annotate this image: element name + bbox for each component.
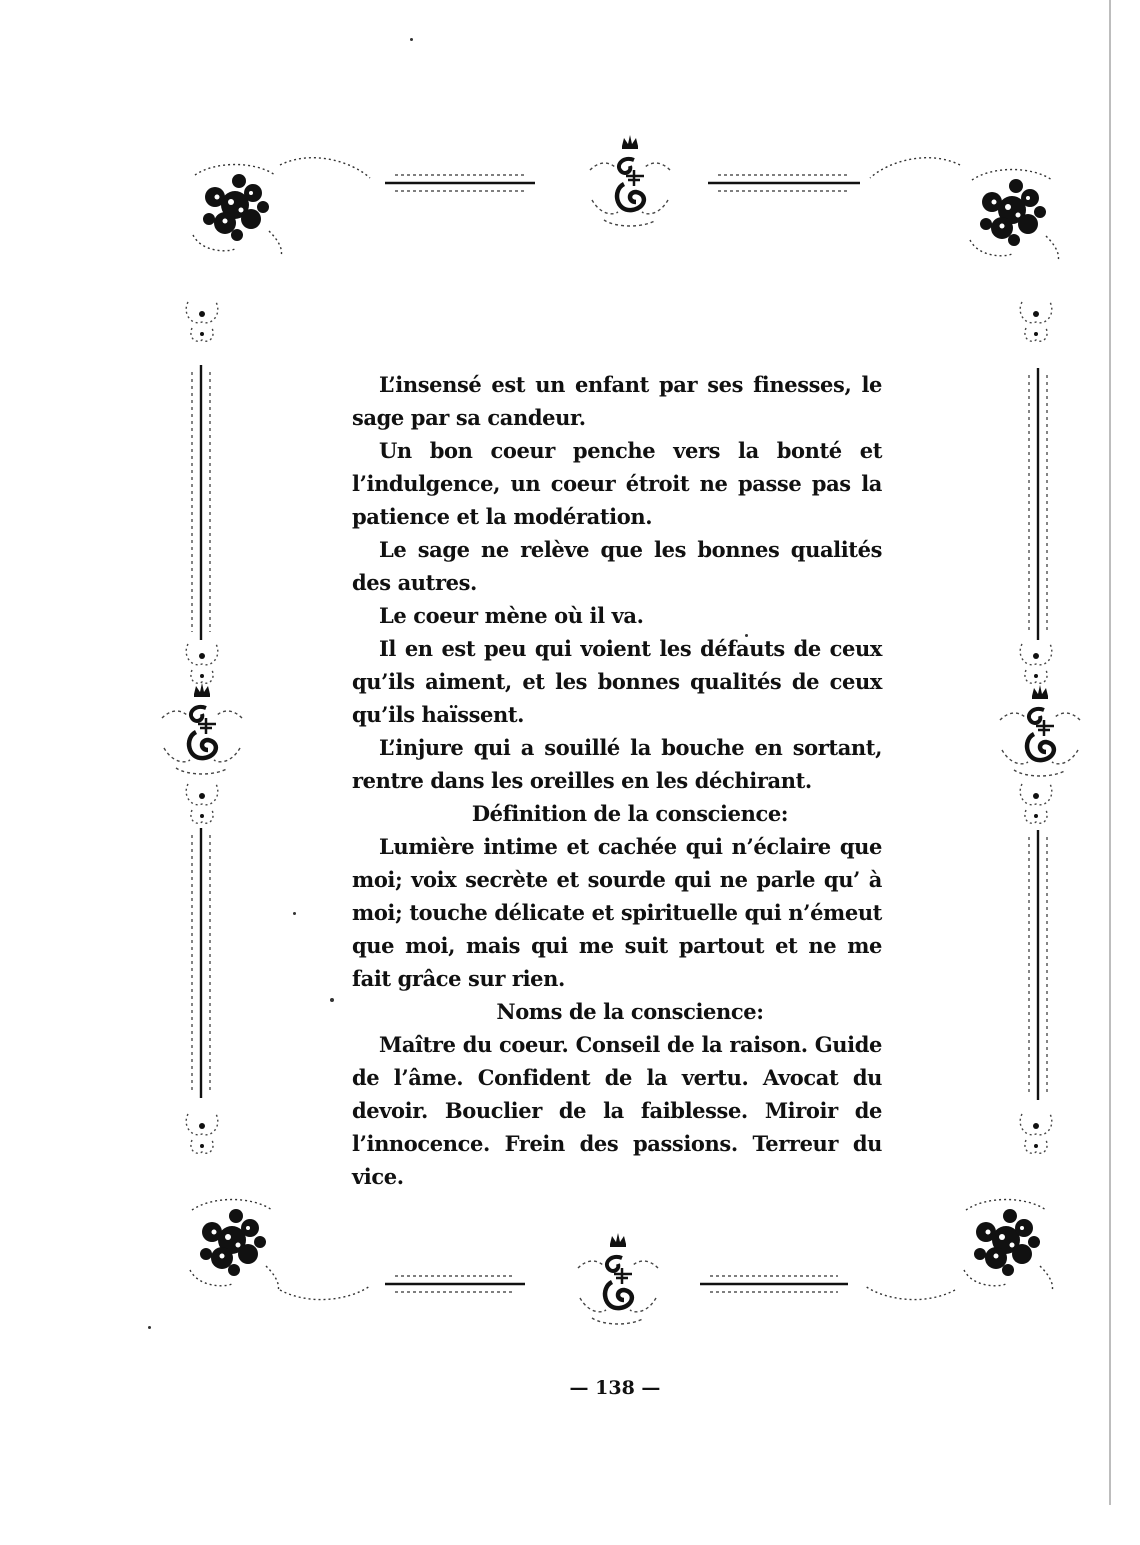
- crowned-monogram-icon-top: [590, 135, 670, 226]
- floral-corner-icon-top-left: [193, 165, 282, 258]
- paragraph: L’insensé est un enfant par ses finesses, le sage par sa candeur.: [352, 372, 882, 430]
- paragraph: Un bon coeur penche vers la bonté et l’indulgence, un coeur étroit ne passe pas la patience et la modération.: [352, 438, 882, 529]
- crowned-monogram-icon-bottom: [578, 1233, 658, 1324]
- scan-speck: [293, 912, 296, 915]
- scan-edge-line: [1109, 0, 1111, 1505]
- floral-corner-icon-top-right: [970, 170, 1059, 263]
- paragraph: Il en est peu qui voient les défauts de ceux qu’ils aiment, et les bonnes qualités de ceux qu’ils haïssent.: [352, 636, 882, 727]
- names-paragraph: Maître du coeur. Conseil de la raison. Guide de l’âme. Confident de la vertu. Avocat du devoir. Bouclier de la faiblesse. Miroir de l’innocence. Frein des passions. Terreur du vice.: [352, 1032, 882, 1189]
- crowned-monogram-icon-left: [162, 683, 242, 774]
- definition-heading: Définition de la conscience:: [471, 801, 789, 826]
- scan-speck: [330, 998, 334, 1002]
- names-heading: Noms de la conscience:: [496, 999, 764, 1024]
- paragraph: Le coeur mène où il va.: [379, 603, 644, 628]
- floral-corner-icon-bottom-left: [190, 1200, 279, 1293]
- crowned-monogram-icon-right: [1000, 685, 1080, 776]
- scan-speck: [148, 1326, 151, 1329]
- paragraph: Le sage ne relève que les bonnes qualités des autres.: [352, 537, 882, 595]
- page-number: — 138 —: [569, 1377, 661, 1399]
- definition-paragraph: Lumière intime et cachée qui n’éclaire que moi; voix secrète et sourde qui ne parle qu’ à moi; touche délicate et spirituelle qui n’émeut que moi, mais qui me suit partout et ne me fait grâce sur rien.: [352, 834, 882, 991]
- floral-corner-icon-bottom-right: [964, 1200, 1053, 1293]
- body-text: [352, 368, 882, 1193]
- scan-speck: [410, 38, 413, 41]
- paragraph: L’injure qui a souillé la bouche en sortant, rentre dans les oreilles en les déchirant.: [352, 735, 882, 793]
